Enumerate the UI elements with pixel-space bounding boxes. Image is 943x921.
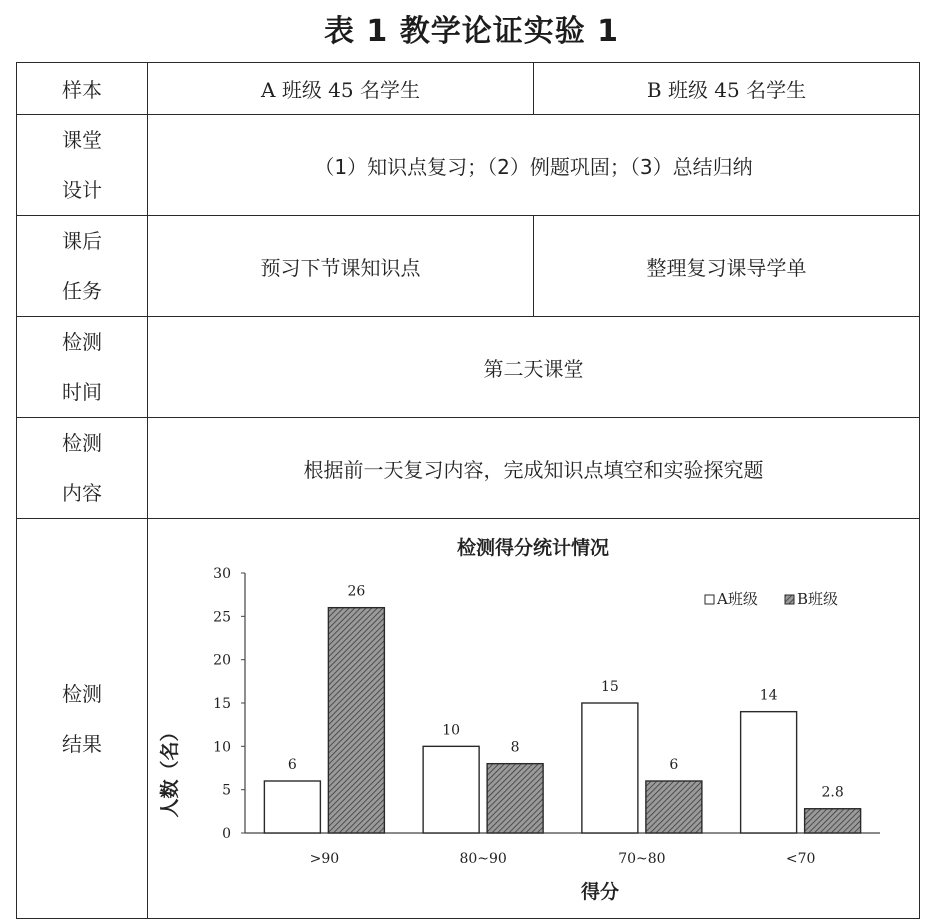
bar-class-b [487,763,543,832]
content-label-line1: 检测 [62,431,102,455]
result-label-line1: 检测 [62,681,102,706]
design-value: （1）知识点复习；（2）例题巩固；（3）总结归纳 [148,115,920,216]
chart-title: 检测得分统计情况 [456,536,610,559]
bar-class-a [741,711,797,832]
task-label-line1: 课后 [62,229,102,253]
bar-class-b [805,808,861,832]
y-tick-label: 0 [222,825,231,842]
y-tick-label: 15 [213,695,231,712]
chart-cell [148,519,920,919]
legend-swatch-a [705,595,714,604]
table-title: 表 1 教学论证实验 1 [323,14,620,49]
bar-class-b [328,607,384,832]
y-tick-label: 10 [213,738,231,755]
bar-class-a [423,746,479,833]
sample-label: 样本 [17,63,148,115]
x-tick-label: >90 [309,850,340,867]
class-b-cell: B 班级 45 名学生 [534,63,920,115]
content-value: 根据前一天复习内容，完成知识点填空和实验探究题 [148,418,920,519]
time-label-line1: 检测 [62,330,102,354]
legend-swatch-b [785,595,794,604]
table-row [17,418,920,519]
result-label-line2: 结果 [62,731,102,756]
table-row [17,519,920,919]
data-label: 2.8 [821,784,844,801]
table-row [17,216,920,317]
chart-container [148,520,918,918]
bar-class-a [582,703,638,833]
table-row [17,115,920,216]
time-label-line2: 时间 [62,380,102,404]
result-label [17,519,148,919]
time-value: 第二天课堂 [148,317,920,418]
design-label-line1: 课堂 [62,128,102,152]
data-label: 6 [287,756,297,773]
design-label [17,115,148,216]
data-label: 15 [600,678,619,695]
task-b-cell: 整理复习课导学单 [534,216,920,317]
task-label-line2: 任务 [62,279,102,303]
y-tick-label: 25 [213,608,231,625]
task-a-cell: 预习下节课知识点 [148,216,534,317]
x-axis-label: 得分 [580,880,620,903]
legend-label-a: A班级 [717,589,758,608]
data-label: 14 [759,687,778,704]
y-axis-label: 人数（名） [159,721,181,818]
content-label-line2: 内容 [62,481,102,505]
bar-chart [148,520,918,918]
content-label [17,418,148,519]
table-row [17,63,920,115]
table-row [17,317,920,418]
bar-class-a [264,781,320,833]
y-tick-label: 5 [222,782,231,799]
data-label: 6 [669,756,679,773]
experiment-table [16,62,920,919]
data-label: 8 [510,739,520,756]
x-tick-label: <70 [785,850,816,867]
x-tick-label: 70~80 [618,850,666,867]
x-tick-label: 80~90 [459,850,507,867]
task-label [17,216,148,317]
y-tick-label: 30 [213,565,231,582]
data-label: 26 [347,583,366,600]
y-tick-label: 20 [213,652,231,669]
design-label-line2: 设计 [62,178,102,202]
time-label [17,317,148,418]
bar-class-b [646,781,702,833]
legend-label-b: B班级 [797,589,839,608]
class-a-cell: A 班级 45 名学生 [148,63,534,115]
data-label: 10 [442,721,461,738]
